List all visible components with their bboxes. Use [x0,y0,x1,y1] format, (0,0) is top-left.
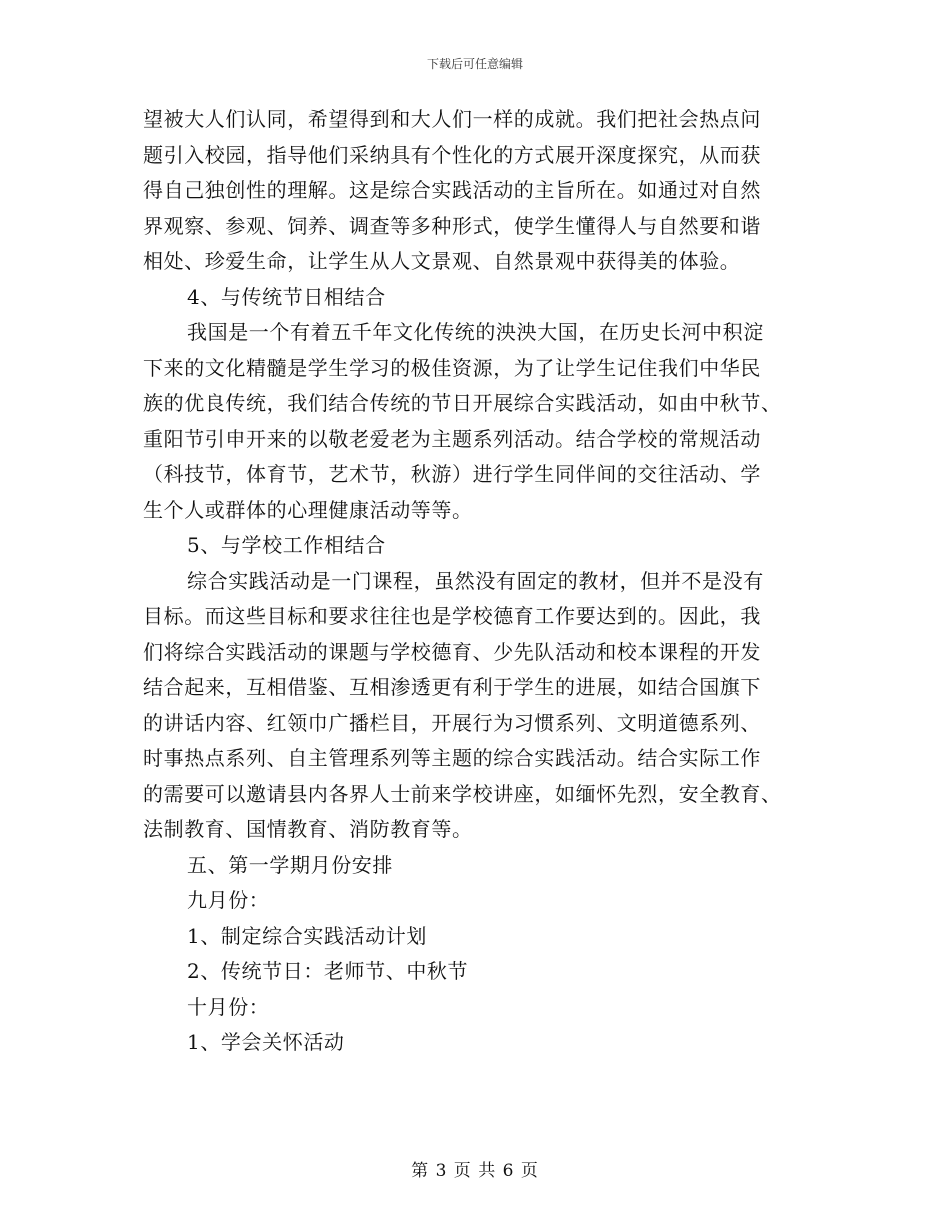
section-heading: 5、与学校工作相结合 [187,533,386,557]
text-line: 结合起来，互相借鉴、互相渗透更有利于学生的进展，如结合国旗下 [143,675,761,699]
text-line: 综合实践活动是一门课程，虽然没有固定的教材，但并不是没有 [187,568,764,593]
text-line: 法制教育、国情教育、消防教育等。 [143,817,473,841]
text-line: 得自己独创性的理解。这是综合实践活动的主旨所在。如通过对自然 [143,178,761,202]
text-line: 族的优良传统，我们结合传统的节日开展综合实践活动，如由中秋节、 [143,391,782,415]
text-line: 的讲话内容、红领巾广播栏目，开展行为习惯系列、文明道德系列、 [143,710,761,735]
month-heading: 九月份： [187,888,270,912]
text-line: 的需要可以邀请县内各界人士前来学校讲座，如缅怀先烈，安全教育、 [143,781,782,806]
text-line: 题引入校园，指导他们采纳具有个性化的方式展开深度探究，从而获 [143,142,761,167]
text-line: 目标。而这些目标和要求往往也是学校德育工作要达到的。因此，我 [143,604,761,628]
page-header: 下载后可任意编辑 [426,57,523,71]
text-line: 时事热点系列、自主管理系列等主题的综合实践活动。结合实际工作 [143,746,761,770]
text-line: 们将综合实践活动的课题与学校德育、少先队活动和校本课程的开发 [143,639,761,664]
document-body [143,102,811,1061]
text-line: 重阳节引申开来的以敬老爱老为主题系列活动。结合学校的常规活动 [143,426,761,451]
text-line: 生个人或群体的心理健康活动等等。 [143,497,473,522]
list-item: 2、传统节日：老师节、中秋节 [187,959,469,983]
list-item: 1、学会关怀活动 [187,1030,345,1054]
text-line: 我国是一个有着五千年文化传统的泱泱大国，在历史长河中积淀 [187,320,764,344]
section-heading: 4、与传统节日相结合 [187,284,386,309]
text-line: 相处、珍爱生命，让学生从人文景观、自然景观中获得美的体验。 [143,249,741,273]
text-line: （科技节，体育节，艺术节，秋游）进行学生同伴间的交往活动、学 [143,462,761,486]
section-heading: 五、第一学期月份安排 [187,852,393,877]
list-item: 1、制定综合实践活动计划 [187,923,427,948]
text-line: 下来的文化精髓是学生学习的极佳资源，为了让学生记住我们中华民 [143,355,761,380]
month-heading: 十月份： [187,994,270,1019]
page-footer: 第 3 页 共 6 页 [411,1161,539,1181]
text-line: 望被大人们认同，希望得到和大人们一样的成就。我们把社会热点问 [143,107,761,131]
text-line: 界观察、参观、饲养、调查等多种形式，使学生懂得人与自然要和谐 [143,213,761,238]
